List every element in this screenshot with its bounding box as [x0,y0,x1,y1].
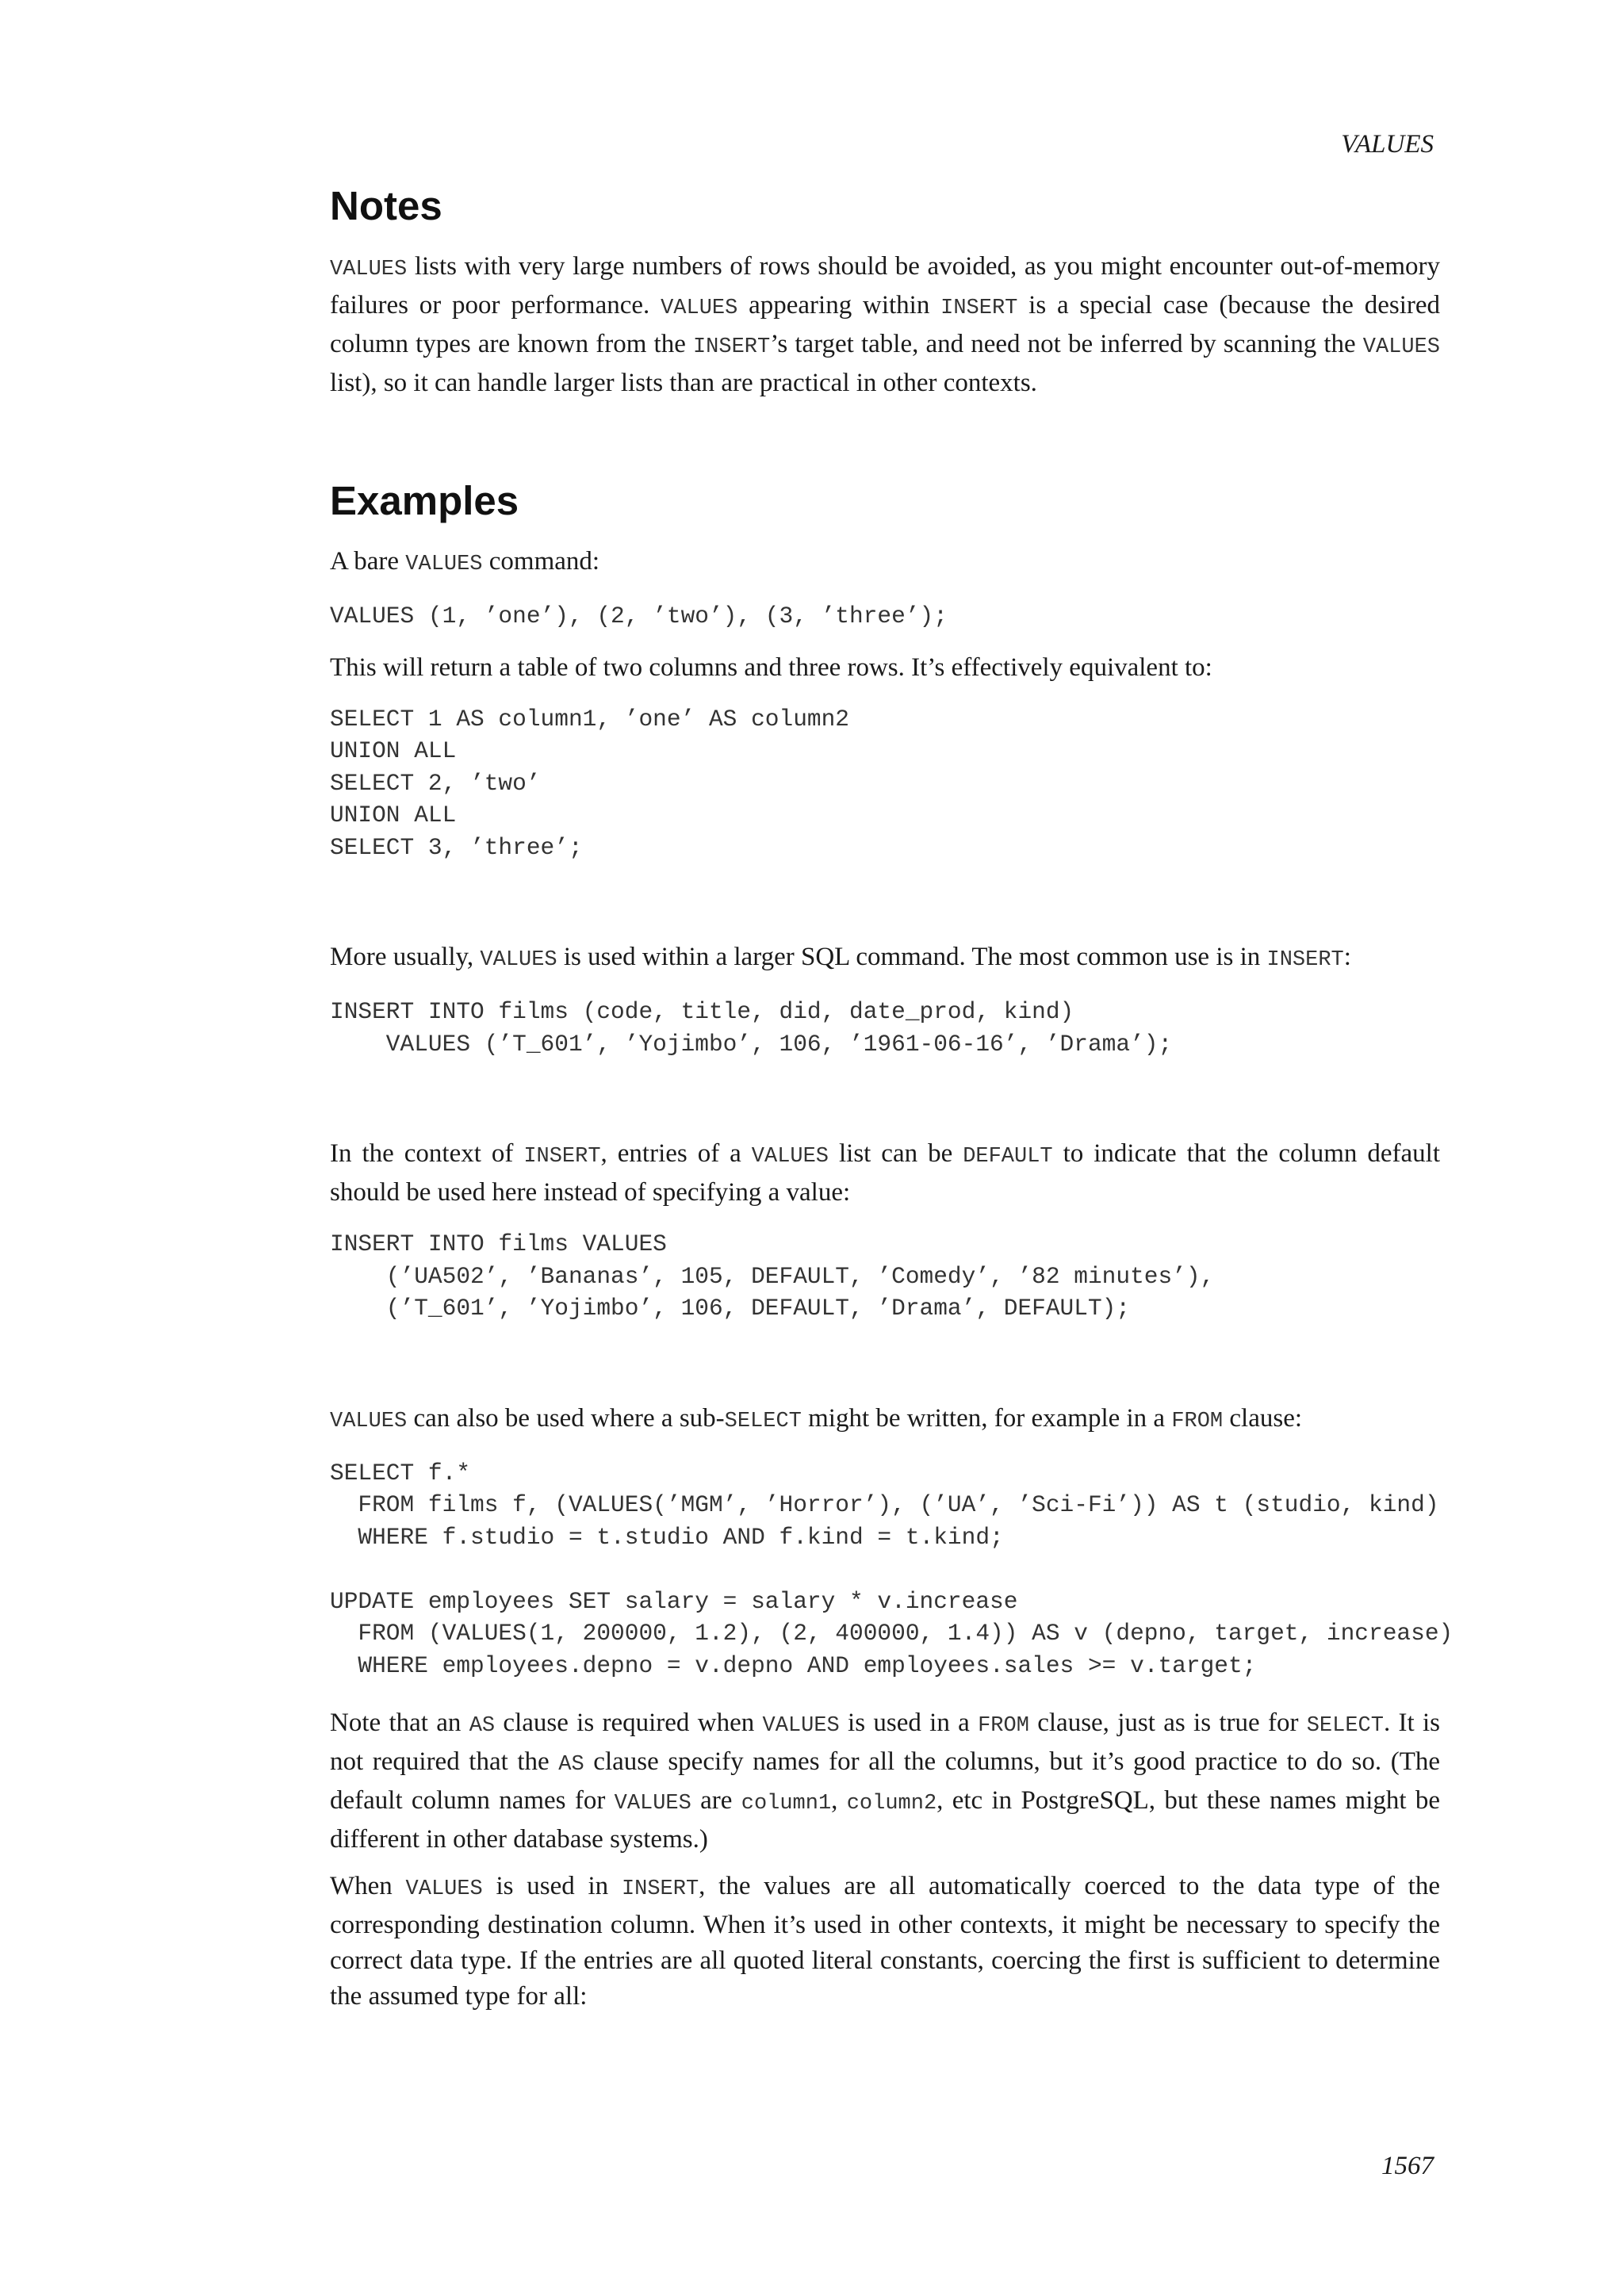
text-run: More usually, [330,943,481,971]
text-run: are [691,1786,741,1815]
text-run: clause, just as is true for [1028,1709,1307,1737]
page-number: 1567 [1381,2152,1434,2180]
inline-code: VALUES [762,1714,840,1738]
text-run: is a special case (because the desired column types are known from the [330,291,1441,358]
page-content [330,182,1454,2015]
running-header: VALUES [1341,130,1434,159]
inline-code: DEFAULT [963,1145,1053,1169]
inline-code: AS [469,1714,496,1738]
inline-code: VALUES [330,258,408,281]
code-block-values: VALUES (1, ’one’), (2, ’two’), (3, ’three’); [330,603,948,629]
inline-code: column1 [741,1792,832,1816]
inline-code: FROM [1171,1409,1224,1433]
inline-code: INSERT [940,297,1018,320]
code-block-union: SELECT 1 AS column1, ’one’ AS column2 UNION ALL SELECT 2, ’two’ UNION ALL SELECT 3, ’three’; [330,705,850,861]
examples-paragraph-1 [330,544,1440,583]
text-run: When [330,1872,406,1900]
inline-code: VALUES [405,1877,483,1901]
inline-code: SELECT [1306,1714,1384,1738]
text-run: is used in [482,1872,622,1900]
examples-paragraph-3 [330,939,1440,978]
text-run: to indicate that the column default should be used here instead of specifying a value: [330,1139,1440,1207]
inline-code: VALUES [330,1409,408,1433]
code-block-insert: INSERT INTO films (code, title, did, date_prod, kind) VALUES (’T_601’, ’Yojimbo’, 106, ’1961-06-16’, ’Drama’); [330,998,1173,1058]
text-run: , entries of a [600,1139,752,1168]
inline-code: VALUES [1362,335,1440,359]
text-run: . It is not required that the [330,1709,1440,1776]
examples-paragraph-7 [330,1869,1440,2015]
text-run: command: [482,547,600,576]
text-run: lists with very large numbers of rows should be avoided, as you might encounter out-of-memory failures or poor performance. [330,252,1440,320]
text-run: appearing within [737,291,941,320]
inline-code: VALUES [405,553,483,576]
text-run: clause: [1223,1403,1303,1433]
examples-paragraph-4 [330,1136,1440,1211]
examples-paragraph-2 [330,650,1440,686]
text-run: A bare [330,547,406,576]
examples-heading: Examples [330,478,519,523]
text-run: clause specify names for all the columns, but it’s good practice to do so. (The default column names for [330,1747,1440,1815]
text-run: clause is required when [495,1709,763,1737]
inline-code: INSERT [621,1877,699,1901]
inline-code: INSERT [692,335,771,359]
inline-code: VALUES [614,1792,691,1816]
text-run: list can be [829,1139,963,1168]
inline-code: INSERT [1266,948,1344,972]
text-run: might be written, for example in a [801,1403,1172,1433]
text-run: , the values are all automatically coerced to the data type of the corresponding destination column. When it’s used in other contexts, it might be necessary to specify the correct data type. If the entries are all quoted literal constants, coercing the first is sufficient to determine the assumed type for all: [330,1872,1441,2011]
text-run: , etc in PostgreSQL, but these names might be different in other database systems.) [330,1786,1441,1854]
code-block-subselect: SELECT f.* FROM films f, (VALUES(’MGM’, ’Horror’), (’UA’, ’Sci-Fi’)) AS t (studio, kind) WHERE f.studio = t.studio AND f.kind = t.kind; UPDATE employees SET salary = salary * v.increase FROM (VALUES(1, 200000, 1.2), (2, 400000, 1.4)) AS v (depno, target, increase) WHERE employees.depno = v.depno AND employees.sales >= v.target; [330,1459,1454,1679]
text-run: This will return a table of two columns and three rows. It’s effectively equivalent to: [330,652,1212,682]
text-run: , [831,1786,847,1815]
inline-code: SELECT [724,1409,802,1433]
text-run: can also be used where a sub- [407,1403,725,1433]
notes-paragraph [330,249,1440,401]
text-run: is used in a [839,1709,979,1737]
text-run: is used within a larger SQL command. The most common use is in [557,943,1267,971]
inline-code: FROM [978,1714,1029,1738]
inline-code: INSERT [523,1145,601,1169]
text-run: : [1343,943,1351,971]
notes-heading: Notes [330,183,442,228]
text-run: list), so it can handle larger lists than are practical in other contexts. [330,369,1037,397]
text-run: In the context of [330,1139,524,1168]
code-block-insert-default: INSERT INTO films VALUES (’UA502’, ’Bananas’, 105, DEFAULT, ’Comedy’, ’82 minutes’), (’T_601’, ’Yojimbo’, 106, DEFAULT, ’Drama’, DEFAULT); [330,1230,1215,1322]
inline-code: VALUES [480,948,557,972]
inline-code: AS [558,1753,584,1777]
text-run: ’s target table, and need not be inferred by scanning the [770,330,1363,358]
text-run: Note that an [330,1709,469,1737]
examples-paragraph-5 [330,1401,1440,1440]
inline-code: column2 [846,1792,937,1816]
inline-code: VALUES [661,297,738,320]
inline-code: VALUES [751,1145,829,1169]
examples-paragraph-6 [330,1705,1440,1858]
